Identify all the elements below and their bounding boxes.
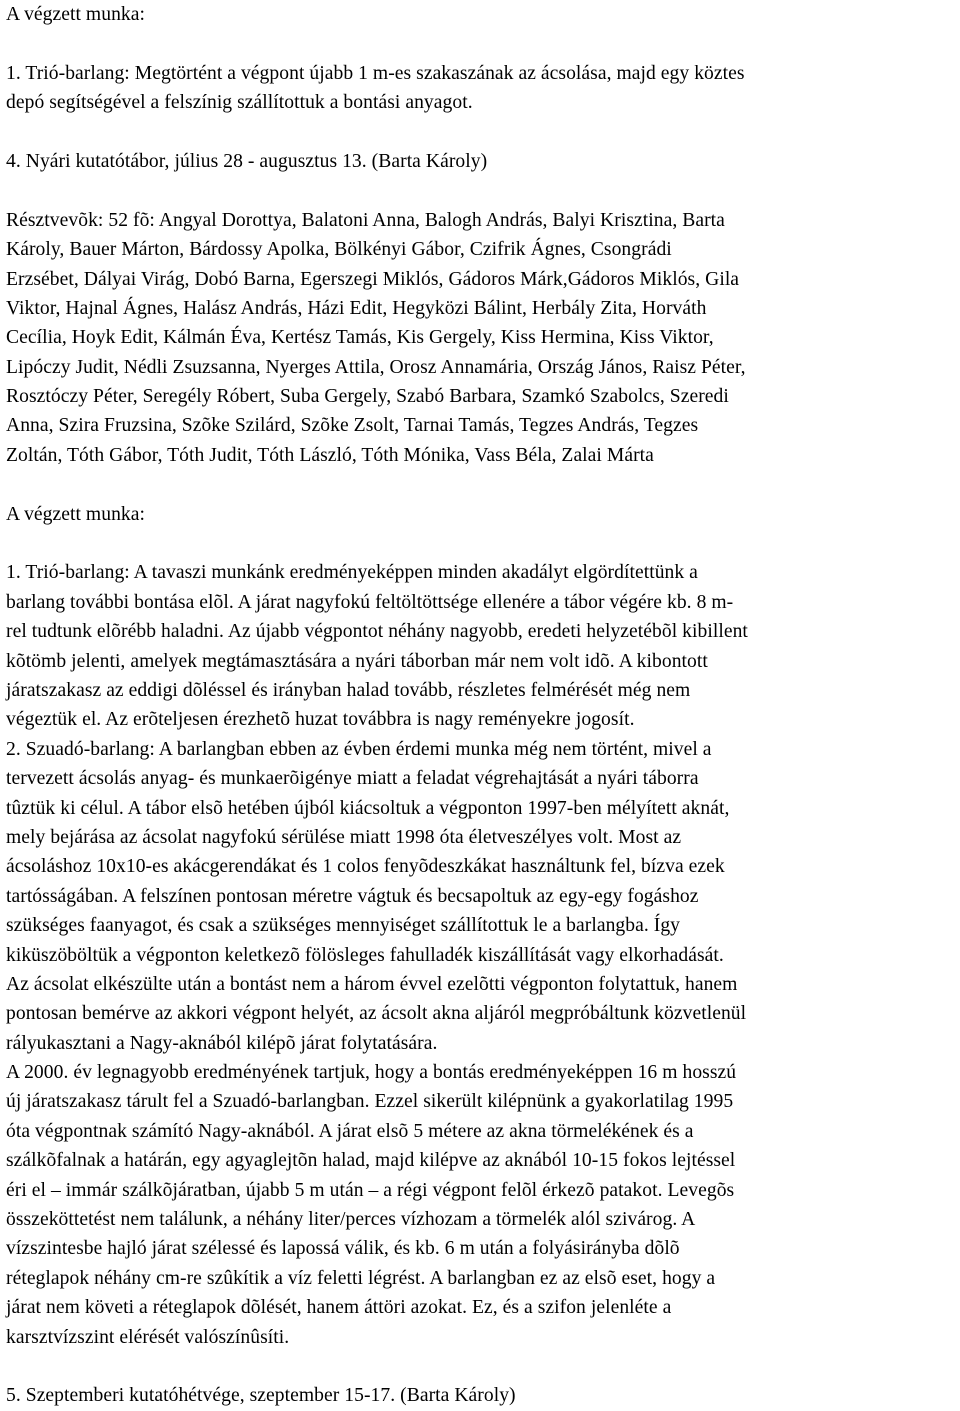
work-paragraph-line: 1. Trió-barlang: A tavaszi munkánk eredményeképpen minden akadályt elgördítettünk a [6, 562, 698, 584]
participants-line: Károly, Bauer Márton, Bárdossy Apolka, Bölkényi Gábor, Czifrik Ágnes, Csongrádi [6, 239, 672, 261]
spacer [6, 1352, 956, 1381]
spacer [6, 29, 956, 58]
work-paragraph-line: pontosan bemérve az akkori végpont helyét, az ácsolt akna aljáról megpróbáltunk közvetlenül [6, 1003, 747, 1025]
trio-paragraph-line: 1. Trió-barlang: Megtörtént a végpont újabb 1 m-es szakaszának az ácsolása, majd egy köztes [6, 62, 745, 84]
work-paragraph-line: új járatszakasz tárult fel a Szuadó-barlangban. Ezzel sikerült kilépnünk a gyakorlatilag 1995 [6, 1091, 734, 1113]
work-paragraph-line: karsztvízszint elérését valószínûsíti. [6, 1326, 290, 1348]
work-paragraph-line: A 2000. év legnagyobb eredményének tartjuk, hogy a bontás eredményeképpen 16 m hosszú [6, 1062, 737, 1084]
work-paragraph-line: réteglapok néhány cm-re szûkítik a víz feletti légrést. A barlangban ez az elsõ eset, hogy a [6, 1267, 716, 1289]
work-paragraph-line: éri el – immár szálkõjáratban, újabb 5 m után – a régi végpont felõl érkezõ patakot. Levegõs [6, 1179, 735, 1201]
work-paragraph-line: ácsoláshoz 10x10-es akácgerendákat és 1 colos fenyõdeszkákat használtunk fel, bízva ezek [6, 856, 725, 878]
spacer [6, 118, 956, 147]
participants-line: Erzsébet, Dályai Virág, Dobó Barna, Egerszegi Miklós, Gádoros Márk,Gádoros Miklós, Gila [6, 268, 740, 290]
work-paragraph-line: tartósságában. A felszínen pontosan méretre vágtuk és becsapoltuk az egy-egy fogáshoz [6, 885, 699, 907]
participants-line: Résztvevõk: 52 fõ: Angyal Dorottya, Balatoni Anna, Balogh András, Balyi Krisztina, Barta [6, 209, 725, 231]
weekend-title: 5. Szeptemberi kutatóhétvége, szeptember 15-17. (Barta Károly) [6, 1385, 516, 1407]
section-heading-work-top: A végzett munka: [6, 4, 146, 25]
section-heading-work: A végzett munka: [6, 503, 146, 525]
work-paragraph-line: 2. Szuadó-barlang: A barlangban ebben az évben érdemi munka még nem történt, mivel a [6, 738, 712, 760]
work-paragraph-line: barlang további bontása elõl. A járat nagyfokú feltöltöttsége ellenére a tábor végére kb. 8 m- [6, 591, 734, 613]
participants-line: Anna, Szira Fruzsina, Szõke Szilárd, Szõke Zsolt, Tarnai Tamás, Tegzes András, Tegzes [6, 415, 699, 437]
participants-line: Viktor, Hajnal Ágnes, Halász András, Házi Edit, Hegyközi Bálint, Herbály Zita, Horváth [6, 297, 707, 319]
work-paragraph-line: Az ácsolat elkészülte után a bontást nem a három évvel ezelõtti végponton folytattuk, hanem [6, 973, 738, 995]
participants-line: Rosztóczy Péter, Seregély Róbert, Suba Gergely, Szabó Barbara, Szamkó Szabolcs, Szeredi [6, 386, 729, 408]
work-paragraph-line: járatszakasz az eddigi dõléssel és irányban halad tovább, részletes felmérését még nem [6, 679, 691, 701]
work-paragraph-line: rályukasztani a Nagy-aknából kilépõ járat folytatására. [6, 1032, 438, 1054]
work-paragraph-line: tûztük ki célul. A tábor elsõ hetében újból kiácsoltuk a végponton 1997-ben mélyített aknát, [6, 797, 730, 819]
camp-title: 4. Nyári kutatótábor, július 28 - augusztus 13. (Barta Károly) [6, 150, 488, 172]
work-paragraph-line: rel tudtunk elõrébb haladni. Az újabb végpontot néhány nagyobb, eredeti helyzetébõl kibillent [6, 621, 748, 643]
work-paragraph-line: mely bejárása az ácsolat nagyfokú sérülése miatt 1998 óta életveszélyes volt. Most az [6, 826, 682, 848]
work-paragraph-line: kiküszöböltük a végponton keletkezõ fölösleges fahulladék kiszállítását vagy elkorhadását. [6, 944, 724, 966]
participants-line: Cecília, Hoyk Edit, Kálmán Éva, Kertész Tamás, Kis Gergely, Kiss Hermina, Kiss Viktor, [6, 327, 714, 349]
work-paragraph-line: vízszintesbe hajló járat szélessé és lapossá válik, és kb. 6 m után a folyásirányba dõlõ [6, 1238, 680, 1260]
participants-line: Zoltán, Tóth Gábor, Tóth Judit, Tóth László, Tóth Mónika, Vass Béla, Zalai Márta [6, 444, 654, 466]
work-paragraph-line: tervezett ácsolás anyag- és munkaerõigénye miatt a feladat végrehajtását a nyári táborra [6, 768, 699, 790]
work-paragraph-line: összeköttetést nem találunk, a néhány liter/perces vízhozam a törmelék alól szivárog. A [6, 1209, 696, 1231]
participants-line: Lipóczy Judit, Nédli Zsuzsanna, Nyerges Attila, Orosz Annamária, Ország János, Raisz Péter, [6, 356, 746, 378]
spacer [6, 470, 956, 499]
spacer [6, 176, 956, 205]
work-paragraph-line: szükséges faanyagot, és csak a szükséges mennyiséget szállítottuk le a barlangba. Így [6, 915, 681, 937]
work-paragraph-line: végeztük el. Az erõteljesen érezhetõ huzat továbbra is nagy reményekre jogosít. [6, 709, 635, 731]
work-paragraph-line: kõtömb jelenti, amelyek megtámasztására a nyári táborban már nem volt idõ. A kibontott [6, 650, 708, 672]
document-page [6, 0, 956, 1411]
trio-paragraph-line: depó segítségével a felszínig szállítottuk a bontási anyagot. [6, 92, 473, 114]
work-paragraph-line: járat nem követi a réteglapok dõlését, hanem áttöri azokat. Ez, és a szifon jelenléte a [6, 1297, 672, 1319]
work-paragraph-line: óta végpontnak számító Nagy-aknából. A járat elsõ 5 métere az akna törmelékének és a [6, 1120, 694, 1142]
spacer [6, 529, 956, 558]
work-paragraph-line: szálkõfalnak a határán, egy agyaglejtõn halad, majd kilépve az aknából 10-15 fokos lejtéssel [6, 1150, 736, 1172]
